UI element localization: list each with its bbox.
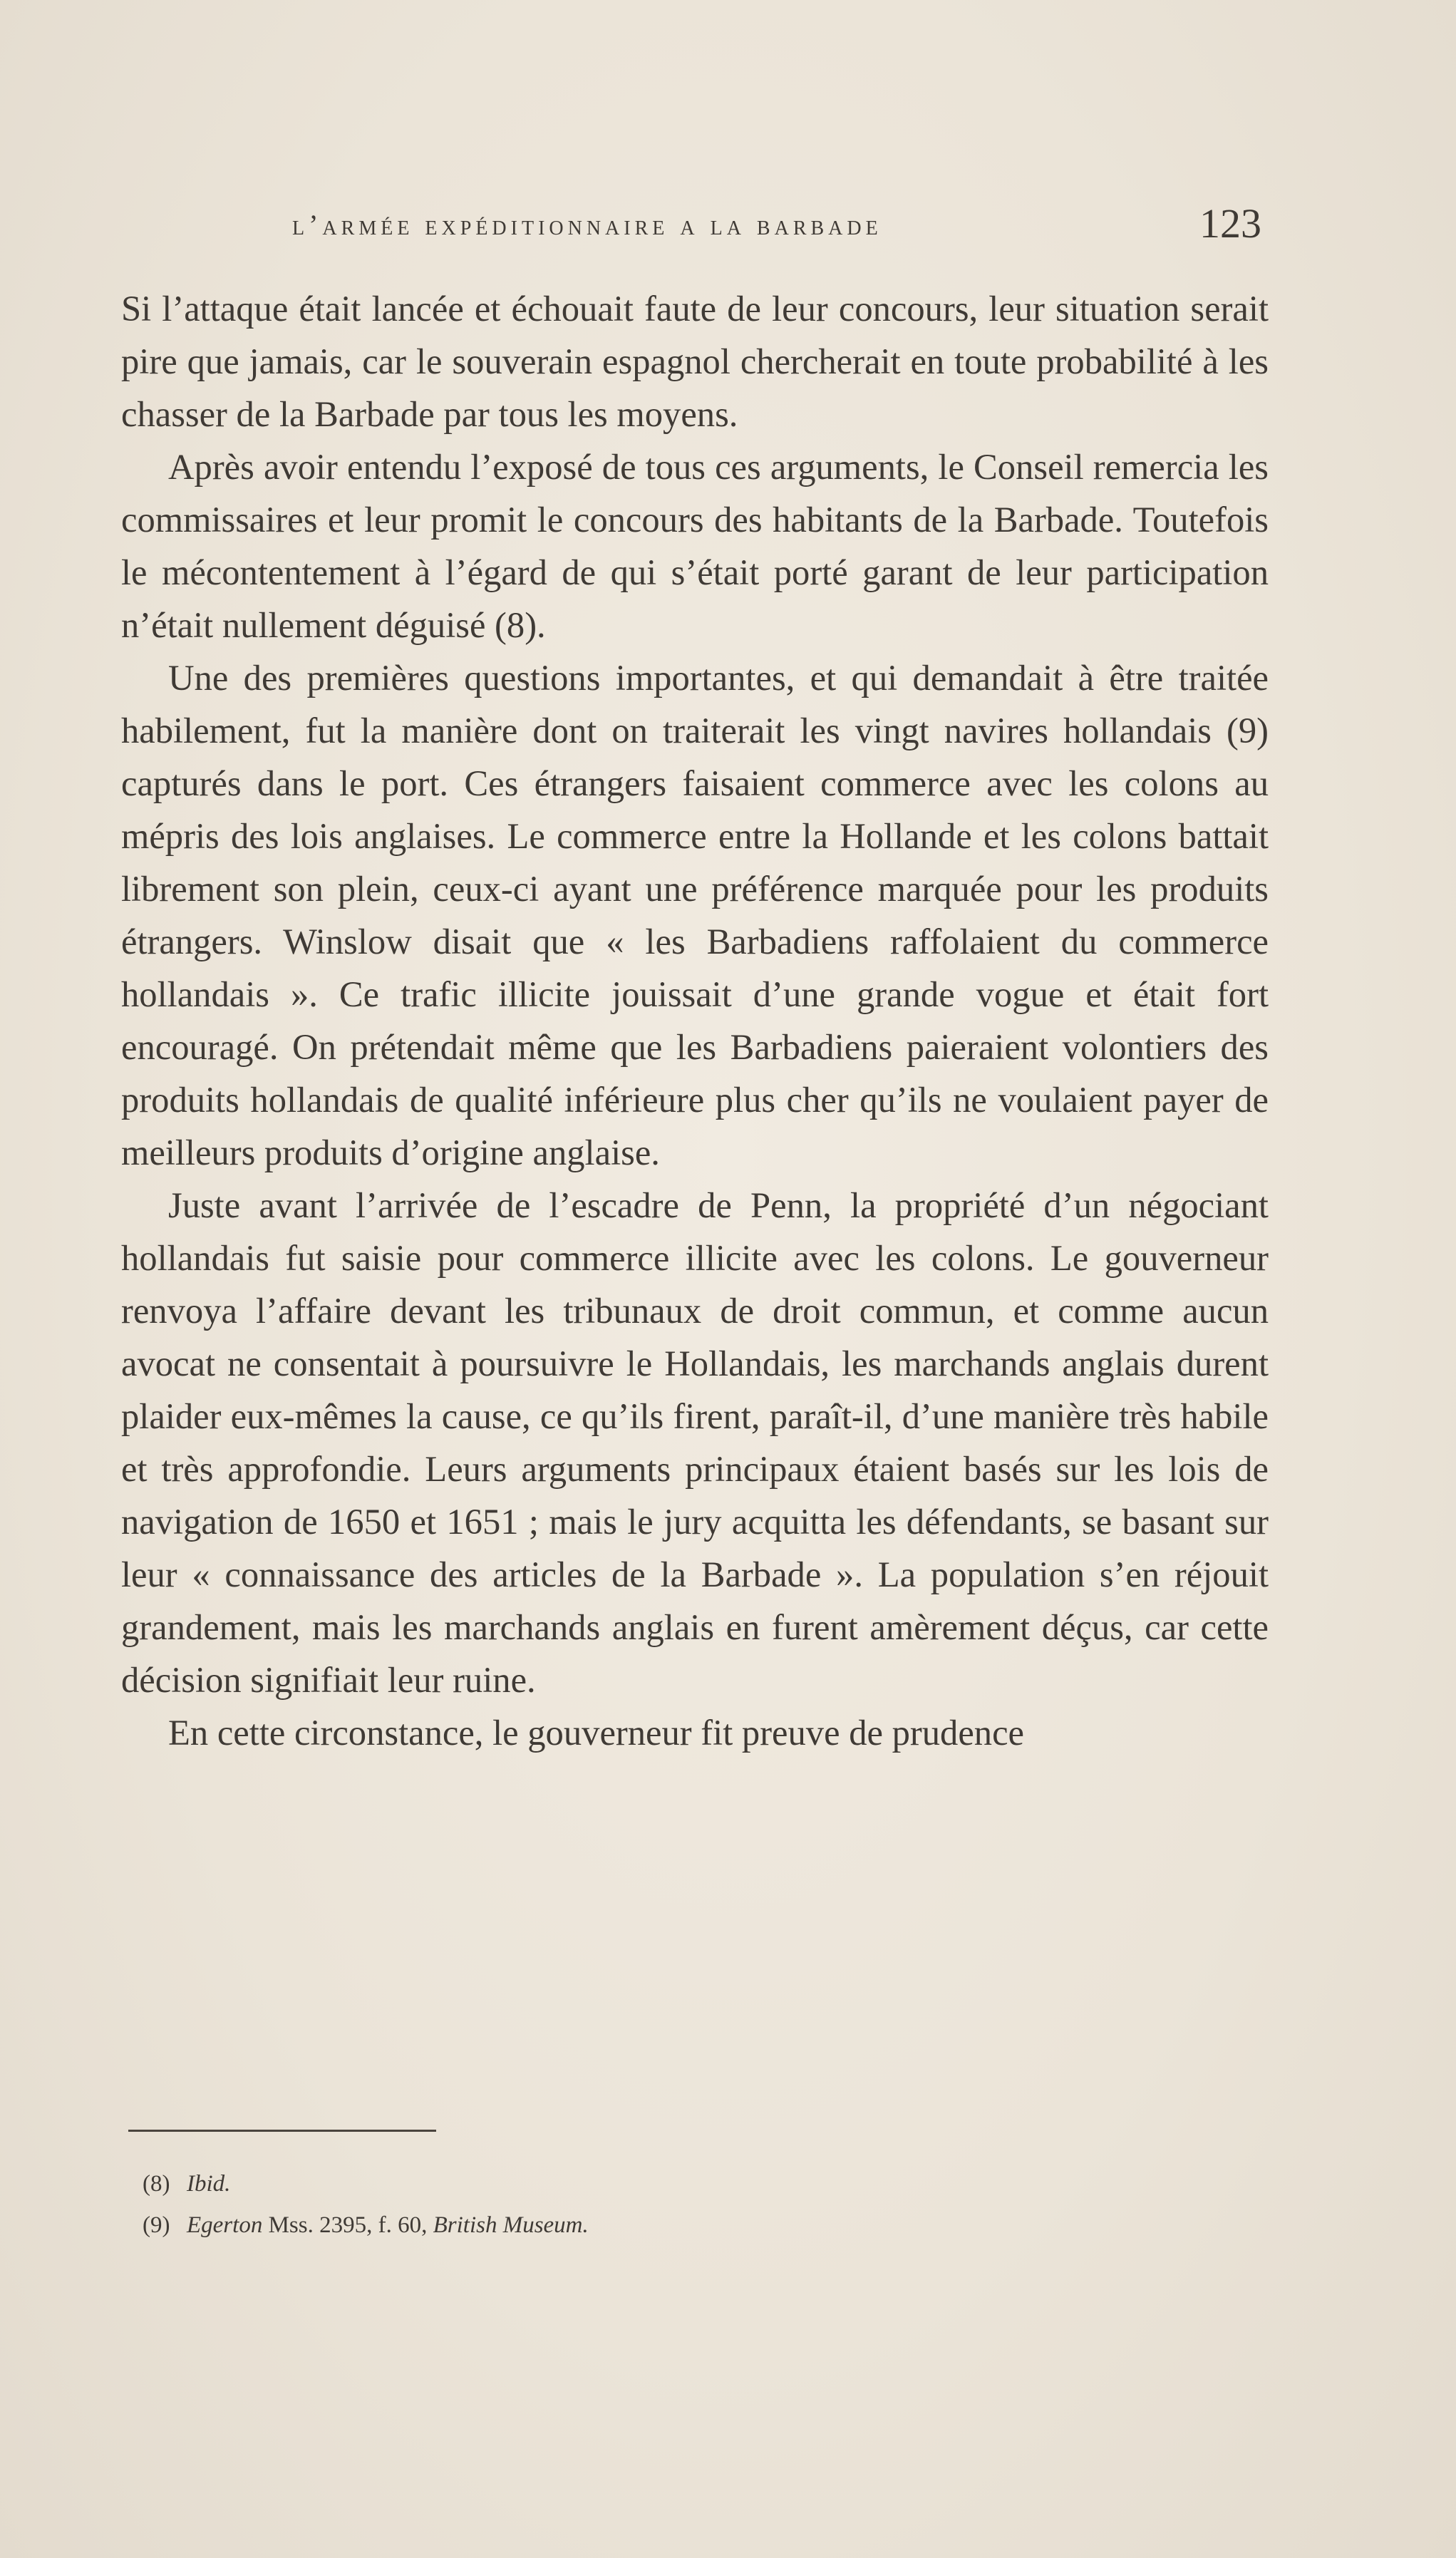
body-text (121, 282, 1269, 1759)
footnote-8 (143, 2163, 1069, 2204)
page-number: 123 (1199, 200, 1261, 247)
footnote-number: (8) (143, 2171, 170, 2197)
footnote-number: (9) (143, 2212, 170, 2238)
footnote-text (187, 2212, 589, 2238)
running-head (121, 200, 1261, 249)
footnotes (143, 2163, 1069, 2246)
footnote-manuscript-ref: Mss. 2395, f. 60, (262, 2212, 433, 2238)
footnote-text: Ibid. (187, 2171, 231, 2197)
paragraph-dutch-ships: Une des premières questions importantes, et qui demandait à être traitée habilement, fut la manière dont on traiterait les vingt navires hollandais (9) capturés dans le port. Ces étrangers faisaient commerce avec les colons au mépris des lois anglaises. Le commerce entre la Hollande et les colons battait librement son plein, ceux-ci ayant une préférence marquée pour les produits étrangers. Winslow disait que « les Barbadiens raffolaient du commerce hollandais ». Ce trafic illicite jouissait d’une grande vogue et était fort encouragé. On prétendait même que les Barbadiens paieraient volontiers des produits hollandais de qualité inférieure plus cher qu’ils ne voulaient payer de meilleurs produits d’origine anglaise. (121, 658, 1269, 1172)
footnote-source: British Museum. (433, 2212, 589, 2238)
footnote-rule (128, 2130, 436, 2132)
paragraph-continuation: Si l’attaque était lancée et échouait faute de leur concours, leur situation serait pire que jamais, car le souverain espagnol chercherait en toute probabilité à les chasser de la Barbade par tous les moyens. (121, 289, 1269, 434)
footnote-9 (143, 2204, 1069, 2246)
running-title: l’armée expéditionnaire a la barbade (292, 209, 882, 241)
paragraph-governor: En cette circonstance, le gouverneur fit preuve de prudence (168, 1713, 1025, 1753)
footnote-manuscript: Egerton (187, 2212, 263, 2238)
paragraph-council: Après avoir entendu l’exposé de tous ces arguments, le Conseil remercia les commissaires et leur promit le concours des habitants de la Barbade. Toutefois le mécontentement à l’égard de qui s’était porté garant de leur participation n’était nullement déguisé (8). (121, 447, 1269, 645)
paragraph-penn-squadron: Juste avant l’arrivée de l’escadre de Penn, la propriété d’un négociant hollandais fut saisie pour commerce illicite avec les colons. Le gouverneur renvoya l’affaire devant les tribunaux de droit commun, et comme aucun avocat ne consentait à poursuivre le Hollandais, les marchands anglais durent plaider eux-mêmes la cause, ce qu’ils firent, paraît-il, d’une manière très habile et très approfondie. Leurs arguments principaux étaient basés sur les lois de navigation de 1650 et 1651 ; mais le jury acquitta les défendants, se basant sur leur « connaissance des articles de la Barbade ». La population s’en réjouit grandement, mais les marchands anglais en furent amèrement déçus, car cette décision signifiait leur ruine. (121, 1185, 1269, 1700)
